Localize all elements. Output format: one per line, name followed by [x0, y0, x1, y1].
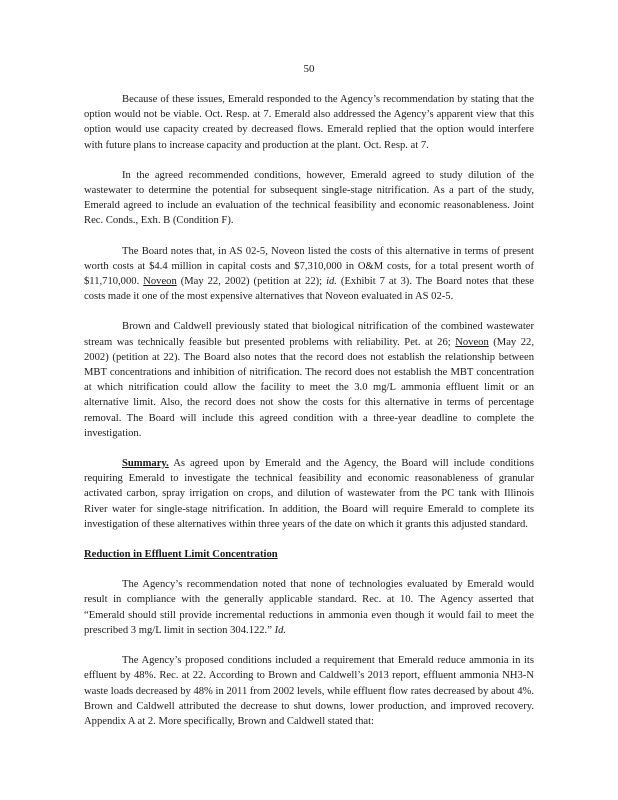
text-run: (May 22, 2002) (petition at 22). The Board also notes that the record does not establish the relationship between MBT concentrations and inhibition of nitrification. The record does not establish the MBT concentration at which nitrification could allow the facility to meet the 3.0 mg/L ammonia effluent limit or an alternative limit. Also, the record does not show the costs for this alternative in terms of percentage removal. The Board will include this agreed condition with a three-year deadline to complete the investigation.: [84, 336, 534, 439]
id-citation: Id.: [274, 624, 287, 636]
text-run: (Exhibit 7 at 3). The Board notes that these costs made it one of the most expensive alternatives that Noveon evaluated in AS 02-5.: [84, 276, 535, 303]
text-run: Brown and Caldwell previously stated that biological nitrification of the combined wastewater stream was technically feasible but presented problems with reliability. Pet. at 26;: [84, 321, 534, 348]
paragraph-proposed-conditions: The Agency’s proposed conditions included a requirement that Emerald reduce ammonia in its effluent by 48%. Rec. at 22. According to Brown and Caldwell’s 2013 report, effluent ammonia NH3-N waste loads decreased by 48% in 2011 from 2002 levels, while effluent flow rates decreased by about 4%. Brown and Caldwell attributed the decrease to shut downs, lower production, and improved recovery. Appendix A at 2. More specifically, Brown and Caldwell stated that:: [84, 655, 534, 727]
id-citation: id.: [326, 276, 337, 288]
case-citation: Noveon: [143, 276, 177, 288]
document-body: [84, 92, 534, 729]
paragraph-biological-nitrification: [84, 319, 534, 441]
paragraph-noveon-costs: [84, 244, 534, 305]
paragraph-emerald-response: Because of these issues, Emerald responded to the Agency’s recommendation by stating that the option would not be viable. Oct. Resp. at 7. Emerald also addressed the Agency’s apparent view that this option would use capacity created by decreased flows. Emerald replied that the option would interfere with future plans to increase capacity and production at the plant. Oct. Resp. at 7.: [84, 94, 534, 151]
summary-label: Summary.: [122, 458, 169, 470]
paragraph-summary: [84, 456, 534, 532]
section-heading: Reduction in Effluent Limit Concentration: [84, 549, 278, 561]
paragraph-dilution-study: In the agreed recommended conditions, however, Emerald agreed to study dilution of the wastewater to determine the potential for subsequent single-stage nitrification. As a part of the study, Emerald agreed to include an evaluation of the technical feasibility and economic reasonableness. Joint Rec. Conds., Exh. B (Condition F).: [84, 169, 534, 227]
text-run: The Agency’s recommendation noted that none of technologies evaluated by Emerald would result in compliance with the generally applicable standard. Rec. at 10. The Agency asserted that “Emerald should still provide incremental reductions in ammonia even though it would fail to meet the prescribed 3 mg/L limit in section 304.122.”: [84, 579, 534, 636]
page-number: 50: [303, 63, 315, 75]
text-run: As agreed upon by Emerald and the Agency, the Board will include conditions requiring Emerald to investigate the technical feasibility and economic reasonableness of granular activated carbon, spray irrigation on crops, and dilution of wastewater from the PC tank with Illinois River water for single-stage nitrification. In addition, the Board will require Emerald to complete its investigation of these alternatives within three years of the date on which it grants this adjusted standard.: [84, 458, 534, 530]
text-run: (May 22, 2002) (petition at 22);: [176, 276, 327, 288]
case-citation: Noveon: [455, 336, 489, 348]
paragraph-agency-recommendation: [84, 577, 534, 638]
text-run: The Board notes that, in AS 02-5, Noveon listed the costs of this alternative in terms of present worth costs at $4.4 million in capital costs and $7,310,000 in O&M costs, for a total present worth of $11,710,000.: [84, 245, 534, 288]
